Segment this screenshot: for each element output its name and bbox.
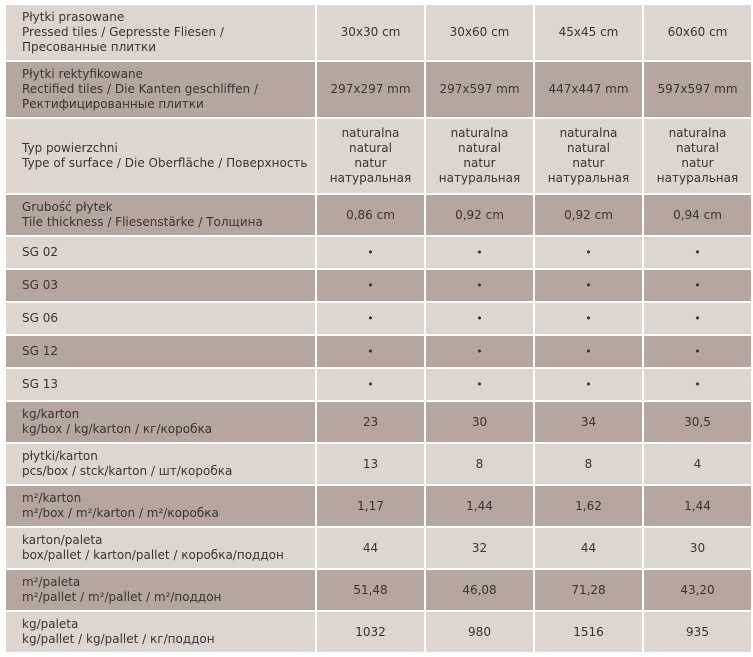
row-label <box>6 195 315 235</box>
value-cell <box>535 570 642 610</box>
value-cell <box>644 486 751 526</box>
value-text: 0,86 cm <box>346 207 395 222</box>
table-row <box>6 195 751 235</box>
value-cell <box>535 62 642 117</box>
table-row <box>6 570 751 610</box>
value-text: 60x60 cm <box>667 25 728 39</box>
dot-marker: • <box>585 279 592 292</box>
value-text: 1,62 <box>575 498 602 513</box>
value-text: 32 <box>471 540 488 555</box>
value-cell <box>535 237 642 268</box>
value-cell <box>317 62 424 117</box>
value-text: 43,20 <box>680 582 715 597</box>
value-cell <box>535 336 642 367</box>
value-text: 71,28 <box>571 582 606 597</box>
table-row <box>6 303 751 334</box>
row-label-line: m²/karton <box>22 491 82 505</box>
value-text: 980 <box>468 624 491 639</box>
value-cell <box>317 119 424 193</box>
dot-marker: • <box>694 378 701 391</box>
row-label-line: Пресованные плитки <box>22 40 157 54</box>
value-text: 1,44 <box>466 498 493 513</box>
value-cell <box>535 270 642 301</box>
row-label-line: Grubość płytek <box>22 200 113 214</box>
value-cell <box>644 444 751 484</box>
value-cell <box>426 570 533 610</box>
table-row <box>6 62 751 117</box>
value-cell <box>644 237 751 268</box>
value-text: 1,17 <box>357 498 384 513</box>
value-text: 597x597 mm <box>657 82 738 96</box>
row-label-line: kg/box / kg/karton / кг/коробка <box>22 422 213 436</box>
value-text: 44 <box>580 540 597 555</box>
value-line: natur <box>681 156 714 170</box>
row-label <box>6 486 315 526</box>
value-text: 447x447 mm <box>548 82 629 96</box>
value-text: 44 <box>362 540 379 555</box>
dot-marker: • <box>585 246 592 259</box>
value-line: natur <box>572 156 605 170</box>
row-label-line: Płytki prasowane <box>22 10 125 24</box>
row-label <box>6 270 315 301</box>
table-row <box>6 369 751 400</box>
dot-marker: • <box>694 312 701 325</box>
value-cell <box>317 486 424 526</box>
row-label-line: box/pallet / karton/pallet / коробка/поддон <box>22 548 284 562</box>
row-label-line: m²/paleta <box>22 575 81 589</box>
value-cell <box>317 303 424 334</box>
value-cell <box>644 612 751 652</box>
table-row <box>6 528 751 568</box>
value-cell <box>644 336 751 367</box>
value-cell <box>426 528 533 568</box>
value-cell <box>535 119 642 193</box>
row-label-line: karton/paleta <box>22 533 103 547</box>
row-label-line: Pressed tiles / Gepresste Fliesen / <box>22 25 224 39</box>
value-line: naturalna <box>341 126 400 140</box>
value-line: naturalna <box>559 126 618 140</box>
dot-marker: • <box>367 378 374 391</box>
value-cell <box>644 270 751 301</box>
value-cell <box>644 5 751 60</box>
value-line: natur <box>463 156 496 170</box>
value-cell <box>426 486 533 526</box>
value-line: natur <box>354 156 387 170</box>
value-cell <box>535 303 642 334</box>
dot-marker: • <box>367 345 374 358</box>
value-cell <box>535 402 642 442</box>
value-text: 297x297 mm <box>330 82 411 96</box>
value-cell <box>317 444 424 484</box>
value-cell <box>317 195 424 235</box>
value-cell <box>426 612 533 652</box>
value-line: natural <box>676 141 719 155</box>
table-row <box>6 5 751 60</box>
row-label-line: Tile thickness / Fliesenstärke / Толщина <box>22 215 263 229</box>
value-cell <box>426 195 533 235</box>
value-text: 0,92 cm <box>455 207 504 222</box>
value-text: 51,48 <box>353 582 388 597</box>
row-label-line: m²/box / m²/karton / m²/коробка <box>22 506 219 520</box>
value-line: natural <box>349 141 392 155</box>
row-label-line: Płytki rektyfikowane <box>22 67 143 81</box>
row-label-line: SG 03 <box>22 278 58 292</box>
table-body <box>6 5 751 652</box>
value-text: 1032 <box>355 624 386 639</box>
value-cell <box>535 486 642 526</box>
row-label-line: pcs/box / stck/karton / шт/коробка <box>22 464 233 478</box>
table-row <box>6 119 751 193</box>
row-label <box>6 303 315 334</box>
row-label-line: kg/paleta <box>22 617 79 631</box>
row-label-line: Rectified tiles / Die Kanten geschliffen / <box>22 82 259 96</box>
value-cell <box>426 270 533 301</box>
value-text: 30 <box>471 414 488 429</box>
row-label-line: SG 06 <box>22 311 58 325</box>
value-cell <box>317 336 424 367</box>
value-cell <box>426 62 533 117</box>
dot-marker: • <box>367 246 374 259</box>
row-label <box>6 62 315 117</box>
value-text: 23 <box>362 414 379 429</box>
row-label-line: SG 12 <box>22 344 58 358</box>
value-text: 46,08 <box>462 582 497 597</box>
row-label-line: SG 02 <box>22 245 58 259</box>
value-cell <box>644 303 751 334</box>
value-cell <box>644 62 751 117</box>
row-label <box>6 5 315 60</box>
row-label <box>6 402 315 442</box>
tile-specification-table <box>4 3 753 654</box>
value-text: 30,5 <box>684 414 711 429</box>
value-cell <box>535 528 642 568</box>
value-cell <box>317 237 424 268</box>
row-label-line: Type of surface / Die Oberfläche / Поверхность <box>22 156 308 170</box>
row-label <box>6 119 315 193</box>
value-cell <box>535 612 642 652</box>
value-cell <box>317 528 424 568</box>
value-cell <box>426 119 533 193</box>
value-cell <box>644 119 751 193</box>
value-line: natural <box>458 141 501 155</box>
row-label-line: kg/karton <box>22 407 80 421</box>
value-cell <box>426 369 533 400</box>
value-cell <box>644 195 751 235</box>
dot-marker: • <box>367 312 374 325</box>
value-text: 4 <box>693 456 702 471</box>
value-text: 935 <box>686 624 709 639</box>
value-line: натуральная <box>547 171 630 185</box>
row-label-line: Ректифицированные плитки <box>22 97 204 111</box>
dot-marker: • <box>476 312 483 325</box>
value-cell <box>317 369 424 400</box>
value-cell <box>317 570 424 610</box>
value-text: 1516 <box>573 624 604 639</box>
value-cell <box>644 570 751 610</box>
value-cell <box>535 195 642 235</box>
dot-marker: • <box>476 246 483 259</box>
value-cell <box>426 303 533 334</box>
table-row <box>6 270 751 301</box>
value-cell <box>644 528 751 568</box>
row-label-line: m²/pallet / m²/pallet / m²/поддон <box>22 590 222 604</box>
value-cell <box>317 612 424 652</box>
value-text: 8 <box>475 456 484 471</box>
value-text: 13 <box>362 456 379 471</box>
row-label <box>6 369 315 400</box>
value-cell <box>644 402 751 442</box>
row-label-line: SG 13 <box>22 377 58 391</box>
dot-marker: • <box>694 345 701 358</box>
row-label <box>6 528 315 568</box>
dot-marker: • <box>694 246 701 259</box>
value-line: натуральная <box>438 171 521 185</box>
value-cell <box>535 5 642 60</box>
value-cell <box>426 402 533 442</box>
value-cell <box>426 237 533 268</box>
dot-marker: • <box>585 345 592 358</box>
dot-marker: • <box>694 279 701 292</box>
value-text: 30x30 cm <box>340 25 401 39</box>
value-text: 34 <box>580 414 597 429</box>
value-cell <box>426 444 533 484</box>
row-label <box>6 444 315 484</box>
dot-marker: • <box>367 279 374 292</box>
value-line: натуральная <box>656 171 739 185</box>
dot-marker: • <box>476 345 483 358</box>
value-text: 1,44 <box>684 498 711 513</box>
value-cell <box>317 402 424 442</box>
value-text: 297x597 mm <box>439 82 520 96</box>
row-label-line: Typ powierzchni <box>22 141 118 155</box>
dot-marker: • <box>585 378 592 391</box>
value-cell <box>535 369 642 400</box>
value-text: 0,92 cm <box>564 207 613 222</box>
row-label <box>6 336 315 367</box>
table-row <box>6 237 751 268</box>
value-text: 30 <box>689 540 706 555</box>
value-cell <box>644 369 751 400</box>
table-row <box>6 444 751 484</box>
value-line: натуральная <box>329 171 412 185</box>
value-text: 30x60 cm <box>449 25 510 39</box>
row-label-line: kg/pallet / kg/pallet / кг/поддон <box>22 632 215 646</box>
table-row <box>6 612 751 652</box>
value-line: naturalna <box>668 126 727 140</box>
dot-marker: • <box>476 378 483 391</box>
dot-marker: • <box>585 312 592 325</box>
row-label <box>6 570 315 610</box>
value-cell <box>426 5 533 60</box>
value-line: natural <box>567 141 610 155</box>
value-line: naturalna <box>450 126 509 140</box>
value-cell <box>317 5 424 60</box>
value-cell <box>426 336 533 367</box>
row-label <box>6 237 315 268</box>
table-row <box>6 402 751 442</box>
row-label-line: płytki/karton <box>22 449 98 463</box>
value-cell <box>535 444 642 484</box>
row-label <box>6 612 315 652</box>
value-cell <box>317 270 424 301</box>
table-row <box>6 486 751 526</box>
value-text: 0,94 cm <box>673 207 722 222</box>
value-text: 8 <box>584 456 593 471</box>
value-text: 45x45 cm <box>558 25 619 39</box>
dot-marker: • <box>476 279 483 292</box>
table-row <box>6 336 751 367</box>
